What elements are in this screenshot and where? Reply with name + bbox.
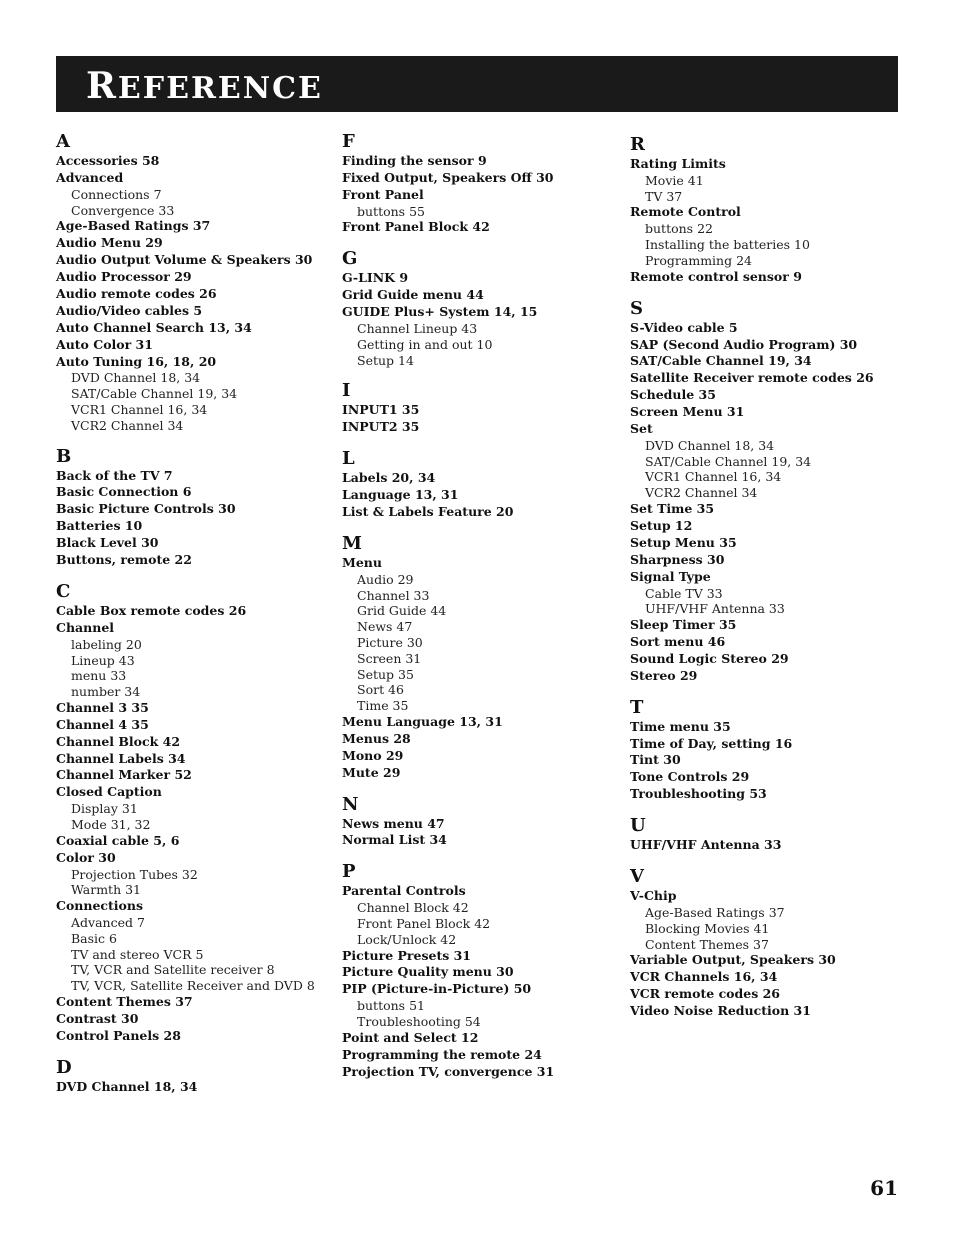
index-entry: Basic Picture Controls 30 — [56, 501, 236, 517]
section-letter: N — [342, 793, 359, 815]
section-letter: P — [342, 861, 356, 883]
index-entry: Contrast 30 — [56, 1010, 139, 1026]
section-letter: S — [630, 297, 643, 319]
index-subentry: Movie 41 — [645, 172, 704, 188]
index-subentry: buttons 51 — [357, 998, 425, 1014]
index-subentry: menu 33 — [71, 668, 127, 684]
index-entry: Remote control sensor 9 — [630, 268, 802, 284]
index-entry: Cable Box remote codes 26 — [56, 602, 247, 618]
index-section-v — [630, 866, 910, 1020]
index-column-2 — [342, 131, 622, 1093]
index-entry: Auto Color 31 — [56, 336, 153, 352]
index-entry: INPUT1 35 — [342, 402, 420, 418]
index-subentry: TV 37 — [645, 188, 683, 204]
index-subentry: Programming 24 — [645, 252, 752, 268]
section-letter: R — [630, 134, 645, 155]
index-section-n — [342, 794, 622, 850]
index-entry: Signal Type — [630, 568, 711, 584]
index-subentry: VCR2 Channel 34 — [71, 417, 184, 433]
index-section-m — [342, 533, 622, 782]
index-subentry: Connections 7 — [71, 186, 162, 202]
index-entry: Channel Marker 52 — [56, 767, 192, 783]
index-entry: Black Level 30 — [56, 535, 159, 551]
page-title-rest: EFERENCE — [117, 71, 323, 106]
index-subentry: Mode 31, 32 — [71, 817, 151, 833]
section-letter: U — [630, 815, 646, 837]
index-subentry: Setup 14 — [357, 352, 414, 368]
index-subentry: Lock/Unlock 42 — [357, 931, 457, 947]
index-entry: Language 13, 31 — [342, 487, 459, 503]
index-section-d — [56, 1057, 336, 1096]
section-letter: G — [342, 248, 358, 270]
index-entry: Troubleshooting 53 — [630, 786, 767, 802]
index-entry: Audio Output Volume & Speakers 30 — [56, 252, 313, 268]
index-section-c — [56, 581, 336, 1045]
index-entry: Channel Block 42 — [56, 733, 181, 749]
index-entry: Audio/Video cables 5 — [56, 302, 203, 318]
index-entry: Projection TV, convergence 31 — [342, 1063, 555, 1079]
index-entry: V-Chip — [630, 888, 677, 904]
index-entry: Audio Menu 29 — [56, 235, 163, 251]
index-subentry: Content Themes 37 — [645, 936, 769, 952]
index-entry: VCR Channels 16, 34 — [630, 969, 778, 985]
index-subentry: SAT/Cable Channel 19, 34 — [71, 386, 238, 402]
index-entry: S-Video cable 5 — [630, 319, 738, 335]
index-entry: Picture Quality menu 30 — [342, 964, 514, 980]
index-entry: Programming the remote 24 — [342, 1046, 542, 1062]
section-letter: F — [342, 131, 355, 152]
index-entry: UHF/VHF Antenna 33 — [630, 837, 782, 853]
index-entry: Labels 20, 34 — [342, 470, 436, 486]
index-subentry: Advanced 7 — [71, 915, 145, 931]
index-entry: Menus 28 — [342, 730, 411, 746]
index-subentry: Display 31 — [71, 801, 138, 817]
index-subentry: TV and stereo VCR 5 — [71, 946, 204, 962]
index-section-g — [342, 248, 622, 368]
index-entry: Screen Menu 31 — [630, 404, 745, 420]
index-entry: Channel — [56, 619, 115, 635]
index-entry: Batteries 10 — [56, 518, 143, 534]
index-entry: Picture Presets 31 — [342, 947, 471, 963]
index-entry: Time menu 35 — [630, 718, 731, 734]
index-entry: Satellite Receiver remote codes 26 — [630, 370, 874, 386]
index-subentry: TV, VCR and Satellite receiver 8 — [71, 962, 275, 978]
index-subentry: Warmth 31 — [71, 882, 141, 898]
section-letter: I — [342, 380, 351, 402]
index-subentry: number 34 — [71, 684, 141, 700]
index-entry: Coaxial cable 5, 6 — [56, 832, 180, 848]
index-subentry: Picture 30 — [357, 634, 423, 650]
index-entry: Schedule 35 — [630, 387, 716, 403]
index-entry: Rating Limits — [630, 156, 726, 171]
index-entry: Buttons, remote 22 — [56, 552, 192, 568]
index-entry: Normal List 34 — [342, 832, 447, 848]
index-subentry: Time 35 — [357, 698, 409, 714]
index-entry: Age-Based Ratings 37 — [56, 218, 211, 234]
section-letter: L — [342, 448, 355, 470]
index-subentry: Cable TV 33 — [645, 585, 723, 601]
index-entry: Front Panel — [342, 186, 424, 202]
index-entry: Color 30 — [56, 849, 116, 865]
index-entry: News menu 47 — [342, 815, 445, 831]
index-entry: Grid Guide menu 44 — [342, 287, 484, 303]
index-entry: Remote Control — [630, 204, 741, 220]
index-section-f — [342, 131, 622, 236]
index-subentry: SAT/Cable Channel 19, 34 — [645, 453, 812, 469]
index-entry: Auto Channel Search 13, 34 — [56, 319, 252, 335]
index-entry: Sleep Timer 35 — [630, 617, 737, 633]
index-entry: GUIDE Plus+ System 14, 15 — [342, 304, 538, 320]
index-entry: Menu Language 13, 31 — [342, 713, 503, 729]
index-subentry: labeling 20 — [71, 636, 142, 652]
index-entry: Set Time 35 — [630, 501, 715, 517]
index-entry: Tone Controls 29 — [630, 769, 750, 785]
index-subentry: Channel Lineup 43 — [357, 321, 478, 337]
index-subentry: TV, VCR, Satellite Receiver and DVD 8 — [71, 978, 315, 994]
section-header-banner — [56, 56, 898, 112]
index-subentry: Setup 35 — [357, 666, 414, 682]
index-entry: Variable Output, Speakers 30 — [630, 952, 836, 968]
index-subentry: Channel Block 42 — [357, 900, 469, 916]
page-title-initial: R — [86, 65, 118, 107]
index-subentry: Basic 6 — [71, 930, 117, 946]
index-subentry: DVD Channel 18, 34 — [645, 437, 775, 453]
index-entry: Basic Connection 6 — [56, 484, 192, 500]
index-section-a — [56, 131, 336, 434]
index-section-u — [630, 815, 910, 854]
index-entry: Setup Menu 35 — [630, 534, 737, 550]
index-subentry: DVD Channel 18, 34 — [71, 370, 201, 386]
index-column-3 — [630, 134, 910, 1032]
index-subentry: Troubleshooting 54 — [357, 1014, 481, 1030]
index-subentry: Blocking Movies 41 — [645, 920, 770, 936]
page-number: 61 — [870, 1176, 898, 1200]
index-entry: Setup 12 — [630, 517, 693, 533]
index-entry: PIP (Picture-in-Picture) 50 — [342, 981, 532, 997]
index-section-b — [56, 446, 336, 569]
index-subentry: Grid Guide 44 — [357, 603, 447, 619]
index-entry: G-LINK 9 — [342, 270, 409, 286]
index-entry: Back of the TV 7 — [56, 467, 173, 483]
index-entry: Time of Day, setting 16 — [630, 735, 793, 751]
section-letter: A — [56, 131, 70, 152]
section-letter: V — [630, 866, 644, 888]
index-entry: SAP (Second Audio Program) 30 — [630, 336, 858, 352]
index-entry: Video Noise Reduction 31 — [630, 1002, 811, 1018]
index-entry: Channel 3 35 — [56, 699, 149, 715]
index-entry: Auto Tuning 16, 18, 20 — [56, 353, 217, 369]
index-entry: List & Labels Feature 20 — [342, 503, 514, 519]
section-letter: M — [342, 532, 362, 554]
index-subentry: Sort 46 — [357, 682, 404, 698]
index-subentry: VCR1 Channel 16, 34 — [645, 469, 782, 485]
index-section-l — [342, 448, 622, 521]
index-section-r — [630, 134, 910, 286]
index-subentry: UHF/VHF Antenna 33 — [645, 601, 785, 617]
index-entry: Front Panel Block 42 — [342, 219, 490, 235]
index-entry: Parental Controls — [342, 883, 466, 899]
index-entry: INPUT2 35 — [342, 419, 420, 435]
index-entry: SAT/Cable Channel 19, 34 — [630, 353, 812, 369]
index-entry: Closed Caption — [56, 784, 162, 800]
index-subentry: Screen 31 — [357, 650, 422, 666]
section-letter: B — [56, 445, 72, 467]
index-entry: Content Themes 37 — [56, 994, 193, 1010]
index-section-p — [342, 861, 622, 1080]
index-subentry: buttons 22 — [645, 221, 713, 237]
index-entry: Set — [630, 421, 653, 436]
index-subentry: buttons 55 — [357, 203, 425, 219]
index-entry: Audio Processor 29 — [56, 269, 192, 285]
index-subentry: Lineup 43 — [71, 652, 135, 668]
index-entry: DVD Channel 18, 34 — [56, 1078, 198, 1094]
index-entry: Sharpness 30 — [630, 551, 725, 567]
index-entry: Advanced — [56, 169, 124, 185]
index-section-s — [630, 298, 910, 685]
index-entry: Connections — [56, 898, 144, 914]
index-entry: Audio remote codes 26 — [56, 285, 217, 301]
index-entry: Menu — [342, 554, 382, 570]
page-title — [86, 65, 323, 107]
index-subentry: Getting in and out 10 — [357, 336, 493, 352]
index-entry: Control Panels 28 — [56, 1027, 181, 1043]
index-entry: Fixed Output, Speakers Off 30 — [342, 169, 554, 185]
index-subentry: Audio 29 — [357, 571, 414, 587]
index-subentry: Front Panel Block 42 — [357, 915, 491, 931]
index-column-1 — [56, 131, 336, 1108]
index-entry: Stereo 29 — [630, 667, 698, 683]
index-entry: Mono 29 — [342, 747, 404, 763]
index-entry: Accessories 58 — [56, 153, 160, 168]
index-subentry: Channel 33 — [357, 587, 430, 603]
index-subentry: VCR2 Channel 34 — [645, 485, 758, 501]
index-entry: Sound Logic Stereo 29 — [630, 650, 789, 666]
section-letter: C — [56, 580, 71, 602]
index-entry: Tint 30 — [630, 752, 681, 768]
index-subentry: Convergence 33 — [71, 202, 175, 218]
index-subentry: News 47 — [357, 619, 413, 635]
index-entry: Channel Labels 34 — [56, 750, 186, 766]
index-entry: Sort menu 46 — [630, 634, 726, 650]
index-subentry: Installing the batteries 10 — [645, 237, 810, 253]
index-entry: Channel 4 35 — [56, 716, 149, 732]
index-subentry: Age-Based Ratings 37 — [645, 904, 785, 920]
index-subentry: VCR1 Channel 16, 34 — [71, 401, 208, 417]
section-letter: T — [630, 696, 644, 718]
index-section-t — [630, 697, 910, 803]
index-subentry: Projection Tubes 32 — [71, 866, 198, 882]
section-letter: D — [56, 1056, 72, 1078]
index-section-i — [342, 380, 622, 436]
index-entry: Finding the sensor 9 — [342, 153, 487, 168]
index-entry: Mute 29 — [342, 764, 401, 780]
index-entry: VCR remote codes 26 — [630, 986, 780, 1002]
index-entry: Point and Select 12 — [342, 1029, 479, 1045]
